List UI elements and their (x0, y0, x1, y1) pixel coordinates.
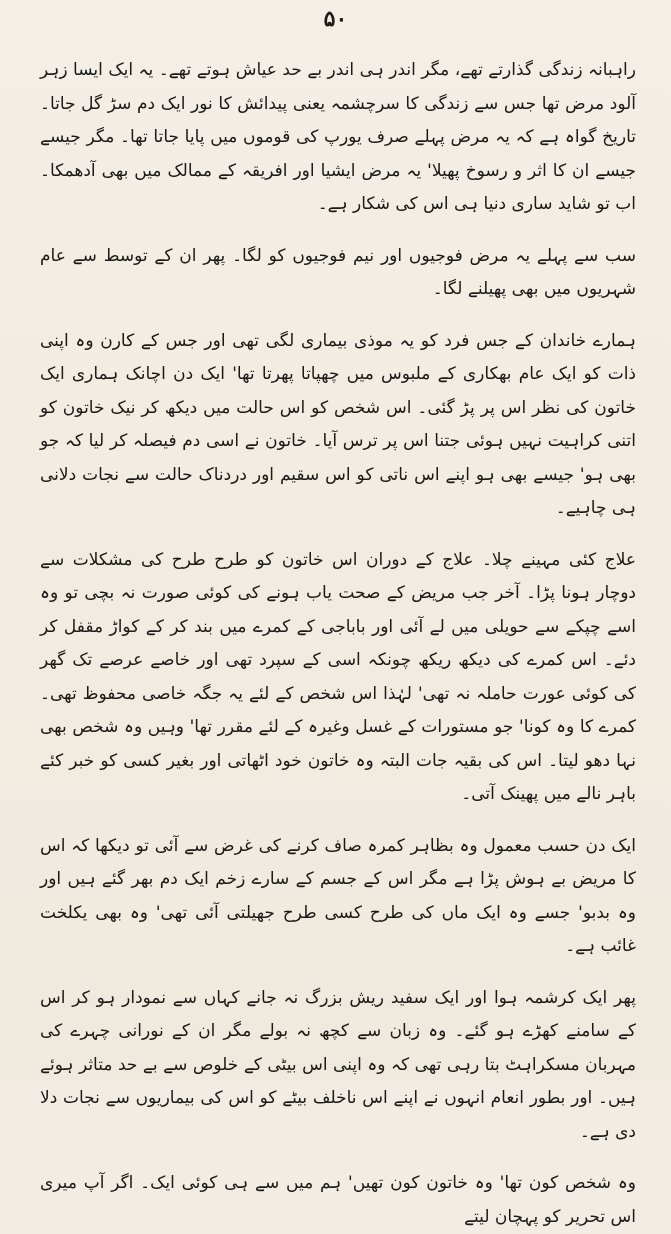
paragraph-5: ایک دن حسب معمول وہ بظاہر کمرہ صاف کرنے کی غرض سے آئی تو دیکھا کہ اس کا مریض بے ہوش پڑا ہے مگر اس کے جسم کے سارے زخم ایک دم بھر گئے ہیں اور وہ بدبو' جسے وہ ایک ماں کی طرح کسی طرح جھیلتی آئی تھی' وہ بھی یکلخت غائب ہے۔ (40, 835, 636, 956)
page-body (40, 54, 636, 1234)
paragraph-3: ہمارے خاندان کے جس فرد کو یہ موذی بیماری لگی تھی اور جس کے کارن وہ اپنی ذات کو ایک عام بھکاری کے ملبوس میں چھپاتا پھرتا تھا' ایک دن اچانک ہماری ایک خاتون کی نظر اس پر پڑ گئی۔ اس شخص کو اس حالت میں دیکھ کر نیک خاتون کو اتنی کراہیت نہیں ہوئی جتنا اس پر ترس آیا۔ خاتون نے اسی دم فیصلہ کر لیا کہ جو بھی ہو' جیسے بھی ہو اپنے اس ناتی کو اس سقیم اور دردناک حالت سے نجات دلانی ہی چاہیے۔ (40, 330, 636, 518)
paragraph-1: راہبانہ زندگی گذارتے تھے، مگر اندر ہی اندر بے حد عیاش ہوتے تھے۔ یہ ایک ایسا زہر آلود مرض تھا جس سے زندگی کا سرچشمہ یعنی پیدائش کا نور ایک دم سڑ گل جاتا۔ تاریخ گواہ ہے کہ یہ مرض پہلے صرف یورپ کی قوموں میں پایا جاتا تھا۔ مگر جیسے جیسے ان کا اثر و رسوخ پھیلا' یہ مرض ایشیا اور افریقہ کے ممالک میں بھی آدھمکا۔ اب تو شاید ساری دنیا ہی اس کی شکار ہے۔ (40, 60, 636, 214)
paragraph-4: علاج کئی مہینے چلا۔ علاج کے دوران اس خاتون کو طرح طرح کی مشکلات سے دوچار ہونا پڑا۔ آخر جب مریض کے صحت یاب ہونے کی کوئی صورت نہ بچی تو وہ اسے چپکے سے حویلی میں لے آئی اور باباجی کے کمرے میں بند کر کے کواڑ مقفل کر دئے۔ اس کمرے کی دیکھ ریکھ چونکہ اسی کے سپرد تھی اور خاصے عرصے تک گھر کی کوئی عورت حاملہ نہ تھی' لہٰذا اس شخص کے لئے یہ جگہ خاصی محفوظ تھی۔ کمرے کا وہ کونا' جو مستورات کے غسل وغیرہ کے لئے مقرر تھا' وہیں وہ شخص بھی نہا دھو لیتا۔ اس کی بقیہ جات البتہ وہ خاتون خود اٹھاتی اور بغیر کسی کو خبر کئے باہر نالے میں پھینک آتی۔ (40, 549, 636, 804)
paragraph-2: سب سے پہلے یہ مرض فوجیوں اور نیم فوجیوں کو لگا۔ پھر ان کے توسط سے عام شہریوں میں بھی پھیلنے لگا۔ (40, 245, 636, 299)
paragraph-6: پھر ایک کرشمہ ہوا اور ایک سفید ریش بزرگ نہ جانے کہاں سے نمودار ہو کر اس کے سامنے کھڑے ہو گئے۔ وہ زبان سے کچھ نہ بولے مگر ان کے نورانی چہرے کی مہربان مسکراہٹ بتا رہی تھی کہ وہ اپنی اس بیٹی کے خلوص سے بے حد متاثر ہوئے ہیں۔ اور بطور انعام انہوں نے اپنے اس ناخلف بیٹے کو اس کی بیماریوں سے نجات دلا دی ہے۔ (40, 987, 636, 1142)
paragraph-7: وہ شخص کون تھا' وہ خاتون کون تھیں' ہم میں سے ہی کوئی ایک۔ اگر آپ میری اس تحریر کو پہچان لیتے (40, 1173, 636, 1227)
page-number: ۵۰ (323, 6, 348, 32)
